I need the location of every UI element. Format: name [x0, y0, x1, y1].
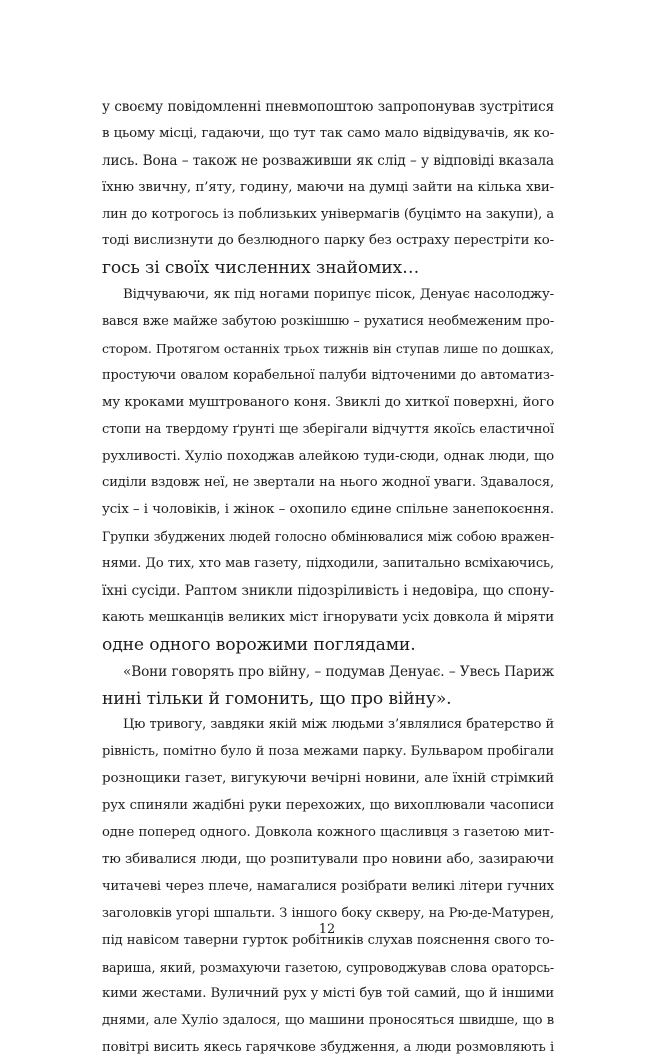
- text-line: рівність, помітно було й поза межами парку. Бульваром пробігали: [102, 744, 554, 760]
- text-line: нями. До тих, хто мав газету, підходили, запитально всміхаючись,: [102, 556, 554, 572]
- text-line: одне поперед одного. Довкола кожного щасливця з газетою мит-: [102, 825, 554, 841]
- text-line: «Вони говорять про війну, – подумав Денуає. – Увесь Париж: [123, 663, 554, 680]
- text-line: стором. Протягом останніх трьох тижнів він ступав лише по дошках,: [102, 341, 554, 357]
- text-line: в цьому місці, гадаючи, що тут так само мало відвідувачів, як ко-: [102, 125, 554, 141]
- text-line: їхні сусіди. Раптом зникли підозріливість і недовіра, що спону-: [102, 583, 554, 600]
- text-line: рознощики газет, вигукуючи вечірні новини, але їхній стрімкий: [102, 771, 554, 787]
- text-line: Групки збуджених людей голосно обмінювалися між собою вражен-: [102, 529, 554, 545]
- text-line: му кроками муштрованого коня. Звиклі до хиткої поверхні, його: [102, 394, 554, 410]
- text-line: під навісом таверни гурток робітників слухав пояснення свого то-: [102, 932, 554, 948]
- text-line: тю збивалися люди, що розпитували про новини або, зазираючи: [102, 851, 554, 867]
- text-line: вариша, який, розмахуючи газетою, супроводжував слова ораторсь-: [102, 959, 554, 975]
- text-line: Цю тривогу, завдяки якій між людьми з’являлися братерство й: [123, 717, 554, 733]
- text-line: кають мешканців великих міст ігнорувати усіх довкола й міряти: [102, 609, 554, 625]
- text-line: повітрі висить якесь гарячкове збудження, а люди розмовляють і: [102, 1040, 554, 1056]
- text-line: лин до котрогось із поблизьких універмагів (буцімто на закупи), а: [102, 206, 554, 222]
- text-line: нині тільки й гомонить, що про війну».: [102, 688, 452, 709]
- page-number: 12: [318, 922, 336, 937]
- text-line: усіх – і чоловіків, і жінок – охопило єдине спільне занепокоєння.: [102, 502, 554, 518]
- text-line: кими жестами. Вуличний рух у місті був той самий, що й іншими: [102, 986, 554, 1002]
- text-line: лись. Вона – також не розваживши як слід – у відповіді вказала: [102, 152, 554, 169]
- text-line: у своєму повідомленні пневмопоштою запропонував зустрітися: [102, 99, 554, 115]
- text-line: читачеві через плече, намагалися розібрати великі літери гучних: [102, 878, 554, 894]
- text-line: вався вже майже забутою розкішшю – рухатися необмеженим про-: [102, 314, 554, 330]
- text-line: сиділи вздовж неї, не звертали на нього жодної уваги. Здавалося,: [102, 475, 554, 491]
- text-line: гось зі своїх численних знайомих…: [102, 258, 420, 279]
- text-line: Відчуваючи, як під ногами порипує пісок, Денуає насолоджу-: [123, 287, 554, 303]
- text-line: одне одного ворожими поглядами.: [102, 634, 416, 655]
- text-line: днями, але Хуліо здалося, що машини проносяться швидше, що в: [102, 1013, 554, 1029]
- text-line: рухливості. Хуліо походжав алейкою туди-сюди, однак люди, що: [102, 448, 554, 464]
- text-line: стопи на твердому ґрунті ще зберігали відчуття якоїсь еластичної: [102, 421, 554, 437]
- text-line: тоді вислизнути до безлюдного парку без остраху перестріти ко-: [102, 233, 554, 249]
- text-line: їхню звичну, п’яту, годину, маючи на думці зайти на кілька хви-: [102, 179, 554, 195]
- text-line: рух спиняли жадібні руки перехожих, що вихоплювали часописи: [102, 798, 554, 814]
- body-text: [102, 94, 554, 1062]
- text-line: заголовків угорі шпальти. З іншого боку скверу, на Рю-де-Матурен,: [102, 905, 554, 921]
- text-line: простуючи овалом корабельної палуби відточеними до автоматиз-: [102, 367, 554, 383]
